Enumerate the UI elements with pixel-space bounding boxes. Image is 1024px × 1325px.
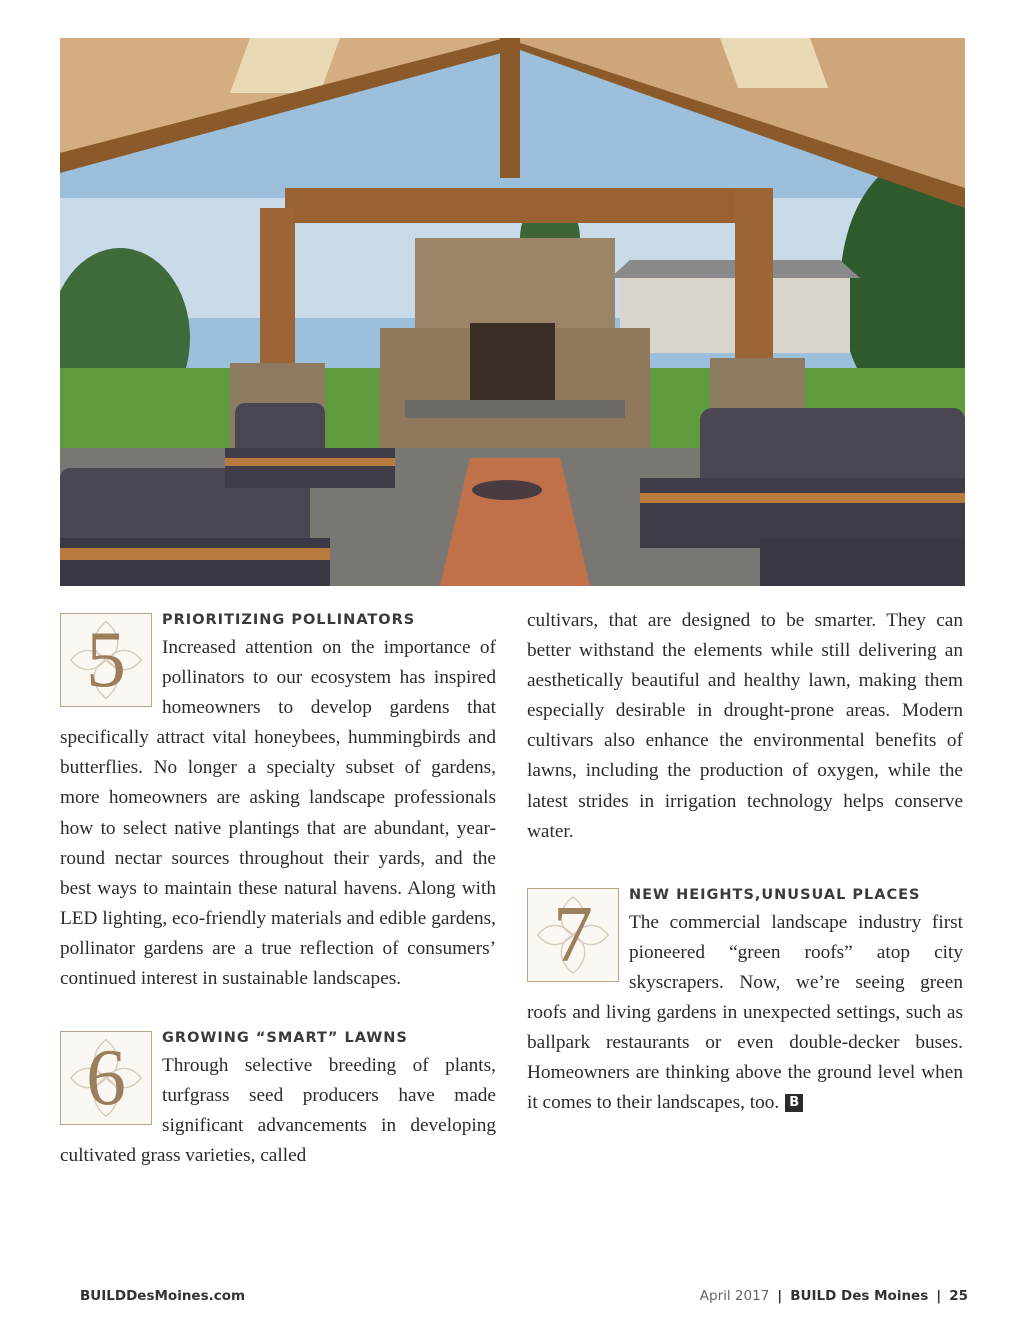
section-body: Through selective breeding of plants, turfgrass seed producers have made significant advancements in developing cultivated grass varieties, called [60, 1055, 496, 1167]
section-number-badge [60, 613, 152, 707]
section-number-badge [60, 1031, 152, 1125]
right-column [527, 606, 963, 1118]
section-number: 6 [86, 1034, 126, 1123]
section-heading: GROWING “SMART” LAWNS [162, 1030, 408, 1047]
left-column [60, 606, 496, 1172]
footer-date: April 2017 [699, 1288, 770, 1304]
patio-photo [60, 38, 965, 586]
section-6-continued: cultivars, that are designed to be smarter. They can better withstand the elements while still delivering an aesthetically beautiful and healthy lawn, making them especially desirable in drought-prone areas. Modern cultivars also enhance the environmental benefits of lawns, including the production of oxygen, while the latest strides in irrigation technology helps conserve water. [527, 610, 963, 842]
footer-separator: | [777, 1288, 783, 1304]
section-heading: PRIORITIZING POLLINATORS [162, 612, 416, 628]
footer-separator: | [936, 1288, 942, 1304]
section-5 [60, 609, 496, 994]
section-7 [527, 884, 963, 1119]
patio-illustration [60, 38, 965, 586]
section-heading: NEW HEIGHTS,UNUSUAL PLACES [629, 886, 921, 903]
section-body-text: The commercial landscape industry first pioneered “green roofs” atop city skyscrapers. Now, we’re seeing green roofs and living gardens in unexpected settings, such as ballpark restaurants or even double-decker buses. Homeowners are thinking above the ground level when it comes to their landscapes, too. [527, 911, 963, 1114]
section-number-badge [527, 888, 619, 982]
section-body: Increased attention on the importance of pollinators to our ecosystem has inspired homeowners to develop gardens that specifically attract vital honeybees, hummingbirds and butterflies. No longer a specialty subset of gardens, more homeowners are asking landscape professionals how to select native plantings that are abundant, year-round nectar sources throughout their yards, and the best ways to maintain these natural havens. Along with LED lighting, eco-friendly materials and edible gardens, pollinator gardens are a true reflection of consumers’ continued interest in sustainable landscapes. [60, 637, 496, 990]
section-number: 7 [553, 890, 593, 979]
footer-website[interactable]: BUILDDesMoines.com [80, 1288, 246, 1304]
footer-publication: BUILD Des Moines [790, 1288, 929, 1304]
footer-page-number: 25 [949, 1288, 968, 1304]
section-number: 5 [86, 616, 126, 704]
footer-folio [700, 1288, 968, 1304]
end-mark-icon: B [785, 1094, 803, 1112]
section-6 [60, 1027, 496, 1171]
